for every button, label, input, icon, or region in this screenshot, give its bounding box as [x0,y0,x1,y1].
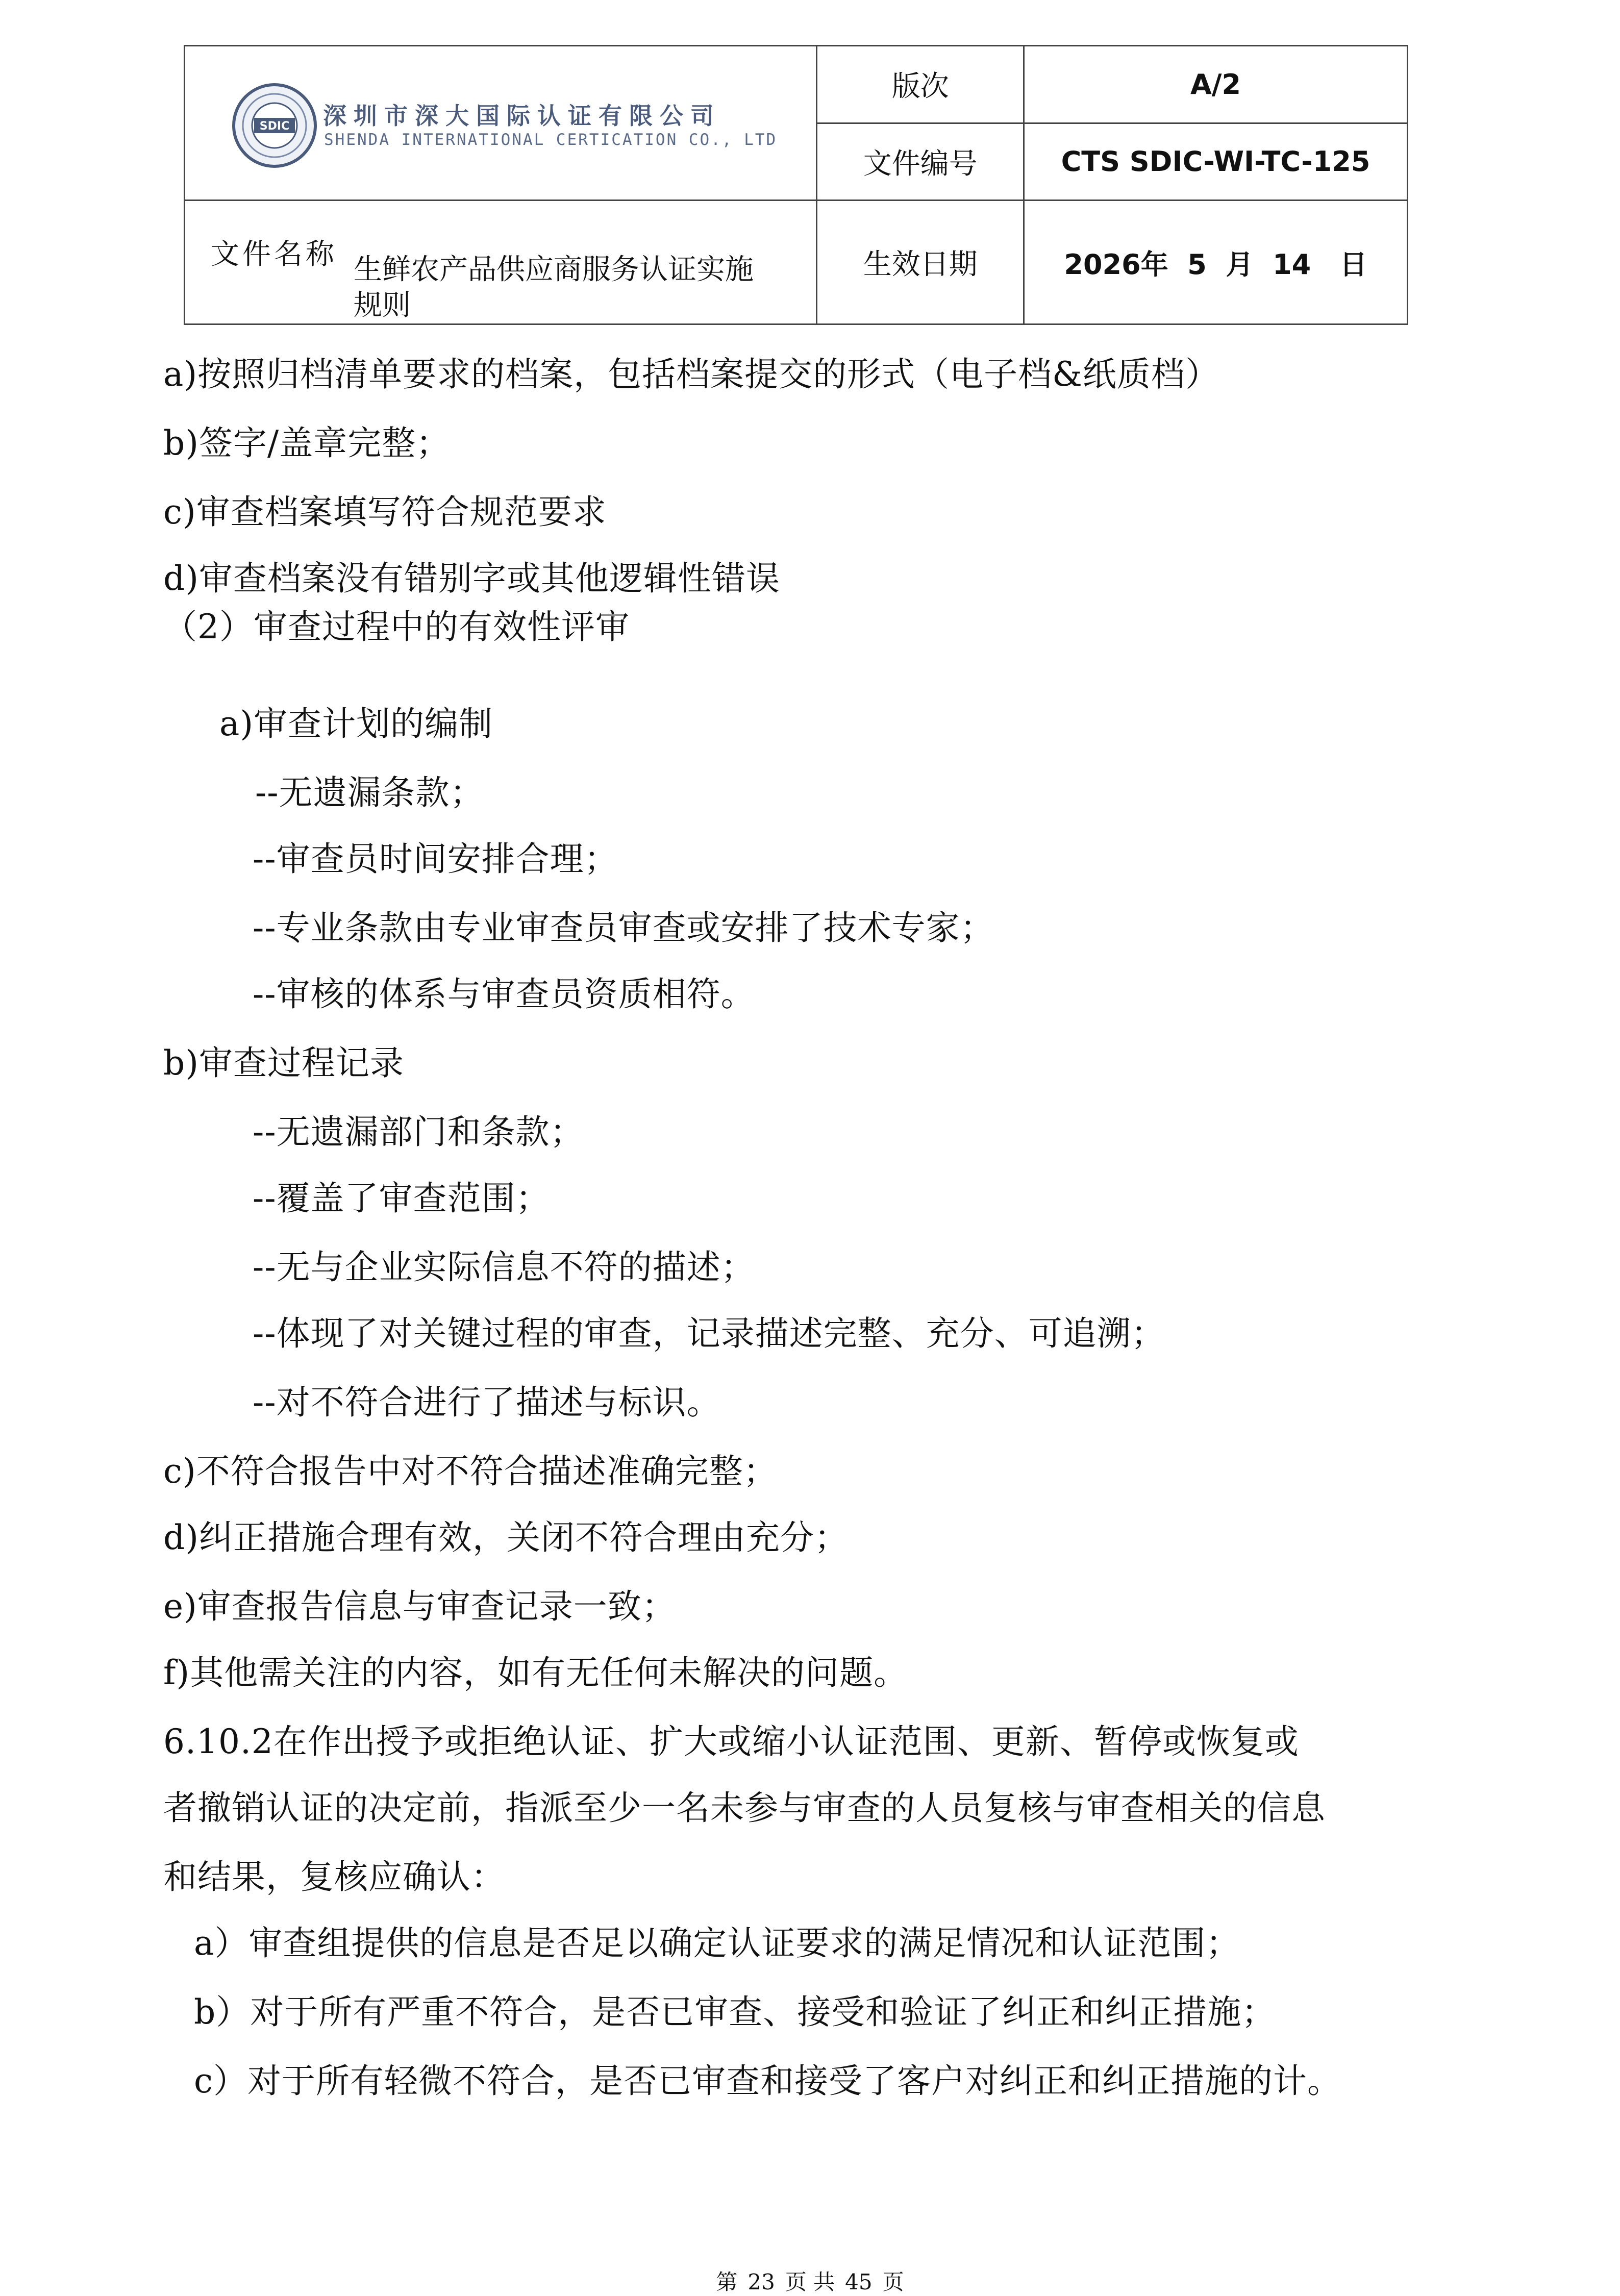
footer-prefix: 第 [716,2269,738,2294]
body-line: 6.10.2在作出授予或拒绝认证、扩大或缩小认证范围、更新、暂停或恢复或 [163,1722,1299,1761]
doc-name-line-2: 规则 [354,289,411,322]
body-line: --无与企业实际信息不符的描述； [253,1247,755,1287]
body-line: --审查员时间安排合理； [253,839,618,879]
body-line: c)审查档案填写符合规范要求 [163,492,607,532]
body-line: d)纠正措施合理有效，关闭不符合理由充分； [163,1518,849,1557]
version-label: 版次 [817,46,1024,123]
seal-text: SDIC [259,120,290,133]
body-line: 和结果，复核应确认： [163,1857,505,1896]
body-line: b)签字/盖章完整； [163,423,451,463]
body-line: e)审查报告信息与审查记录一致； [163,1587,676,1626]
version-value: A/2 [1024,46,1408,123]
body-line: f)其他需关注的内容，如有无任何未解决的问题。 [163,1653,908,1692]
footer-total-pages: 45 [845,2269,873,2294]
body-line: a）审查组提供的信息是否足以确定认证要求的满足情况和认证范围； [194,1924,1240,1963]
body-line: a)审查计划的编制 [219,704,493,743]
body-line: --体现了对关键过程的审查，记录描述完整、充分、可追溯； [253,1314,1165,1353]
footer-suffix: 页 [882,2269,904,2294]
body-line: --专业条款由专业审查员审查或安排了技术专家； [253,908,994,947]
body-line: a)按照归档清单要求的档案，包括档案提交的形式（电子档&纸质档） [163,355,1219,394]
doc-number-value: CTS SDIC-WI-TC-125 [1024,123,1408,201]
page-footer [0,2265,1620,2296]
body-line: （2）审查过程中的有效性评审 [163,607,630,646]
effective-date-label: 生效日期 [817,201,1024,325]
body-line: --对不符合进行了描述与标识。 [253,1383,721,1422]
footer-mid: 页 共 [785,2269,835,2294]
company-name-cn: 深圳市深大国际认证有限公司 [323,102,721,130]
body-line: d)审查档案没有错别字或其他逻辑性错误 [163,559,780,598]
doc-name-label: 文件名称 [211,238,337,271]
body-line: --无遗漏条款； [255,773,484,812]
footer-page-number: 23 [747,2269,775,2294]
doc-number-label: 文件编号 [817,123,1024,201]
body-line: --审核的体系与审查员资质相符。 [253,975,755,1014]
body-line: c）对于所有轻微不符合，是否已审查和接受了客户对纠正和纠正措施的计。 [194,2061,1341,2101]
body-line: --无遗漏部门和条款； [253,1112,584,1152]
body-line: c)不符合报告中对不符合描述准确完整； [163,1452,778,1491]
effective-date-text: 2026年 5 月 14 日 [1064,248,1367,281]
body-line: b)审查过程记录 [163,1043,404,1083]
company-name-en: SHENDA INTERNATIONAL CERTICATION CO., LTD [324,131,778,149]
body-line: 者撤销认证的决定前，指派至少一名未参与审查的人员复核与审查相关的信息 [163,1788,1326,1828]
body-line: --覆盖了审查范围； [253,1179,550,1218]
body-line: b）对于所有严重不符合，是否已审查、接受和验证了纠正和纠正措施； [194,1992,1276,2032]
doc-name-line-1: 生鲜农产品供应商服务认证实施 [354,253,754,286]
